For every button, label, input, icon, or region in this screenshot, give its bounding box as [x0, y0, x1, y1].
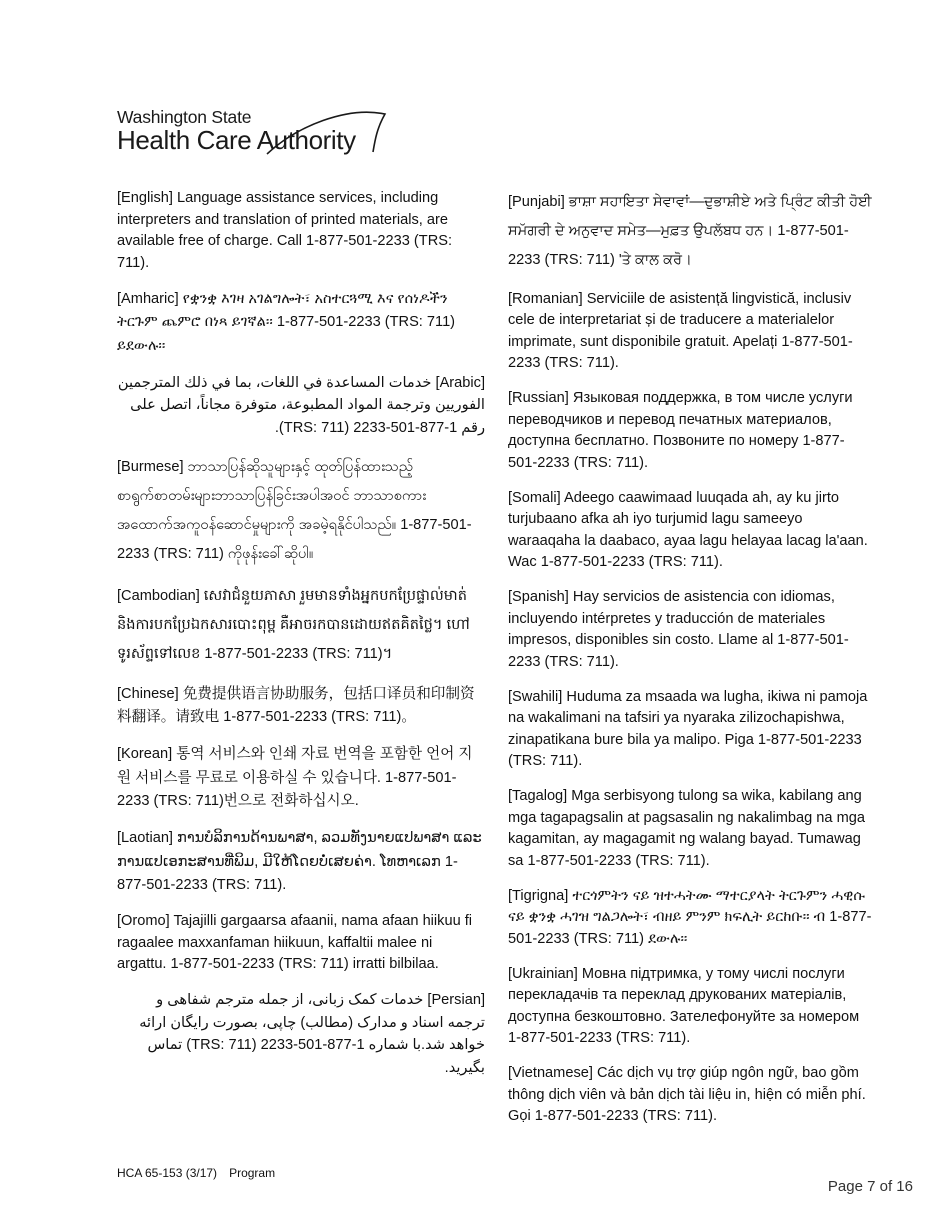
notice-arabic: [Arabic] خدمات المساعدة في اللغات، بما في ذلك المترجمين الفوريين وترجمة المواد المطبوعة، متوفرة مجاناً، اتصل على رقم 1-877-501-2233 (TRS: 711).	[117, 374, 485, 436]
notice-persian: [Persian] خدمات کمک زبانی، از جمله مترجم شفاهی و ترجمه اسناد و مدارک (مطالب) چاپی، بصورت رایگان ارائه خواهد شد.با شماره 1-877-501-2233 (TRS: 711) تماس بگیرید.	[139, 992, 485, 1076]
logo-line-1: Washington State	[117, 107, 252, 127]
notice-korean: [Korean] 통역 서비스와 인쇄 자료 번역을 포함한 언어 지원 서비스를 무료로 이용하실 수 있습니다. 1-877-501-2233 (TRS: 711)번으로 전화하십시오.	[117, 746, 473, 809]
program-label: Program	[229, 1166, 276, 1180]
page-number: Page 7 of 16	[827, 1178, 913, 1195]
hca-logo	[117, 108, 397, 158]
notice-laotian: [Laotian] ການບໍລິການດ້ານພາສາ, ລວມທັງນາຍແປພາສາ ແລະ ການແປເອກະສານທີ່ພິມ, ມີໃຫ້ໂດຍບໍ່ເສຍຄ່າ. ໂທຫາເລກ 1-877-501-2233 (TRS: 711).	[117, 830, 482, 893]
notice-tigrigna: [Tigrigna] ተርጎምትን ናይ ዝተሓትሙ ማተርያላት ትርጉምን ሓዊሱ ናይ ቋንቋ ሓገዝ ግልጋሎት፣ ብዘይ ምንም ክፍሊት ይርከቡ፡፡ ብ 1-877-501-2233 (TRS: 711) ደውሉ፡፡	[508, 887, 872, 947]
left-column	[117, 188, 485, 1093]
notice-ukrainian: [Ukrainian] Мовна підтримка, у тому числі послуги перекладачів та переклад друкованих матеріалів, доступна безкоштовно. Зателефонуйте за номером 1-877-501-2233 (TRS: 711).	[508, 965, 860, 1046]
footer-form-info	[117, 1166, 275, 1180]
notice-russian: [Russian] Языковая поддержка, в том числе услуги переводчиков и перевод печатных материалов, доступна бесплатно. Позвоните по номеру 1-877-501-2233 (TRS: 711).	[508, 390, 853, 471]
notice-vietnamese: [Vietnamese] Các dịch vụ trợ giúp ngôn ngữ, bao gồm thông dịch viên và bản dịch tài liệu in, hiện có miễn phí. Gọi 1-877-501-2233 (TRS: 711).	[508, 1065, 866, 1124]
logo-swoosh-icon	[257, 108, 397, 158]
notice-spanish: [Spanish] Hay servicios de asistencia con idiomas, incluyendo intérpretes y traducción de materiales impresos, disponibles sin costo. Llame al 1-877-501-2233 (TRS: 711).	[508, 589, 849, 670]
notice-english: [English] Language assistance services, including interpreters and translation of printed materials, are available free of charge. Call 1-877-501-2233 (TRS: 711).	[117, 190, 453, 271]
notice-amharic: [Amharic] የቋንቋ እገዛ አገልግሎት፣ አስተርጓሚ እና የሰነዶችን ትርጉም ጨምሮ በነጻ ይገኛል፡፡ 1-877-501-2233 (TRS: 711) ይደውሉ፡፡	[117, 290, 456, 354]
notice-cambodian: [Cambodian] សេវាជំនួយភាសា រួមមានទាំងអ្នកបកប្រែផ្ទាល់មាត់ និងការបកប្រែឯកសារបោះពុម្ព គឺអាចរកបានដោយឥតគិតថ្លៃ។ ហៅទូរស័ព្ទទៅលេខ 1-877-501-2233 (TRS: 711)។	[117, 588, 470, 662]
logo-line-2: Health Care Authority	[117, 125, 356, 155]
notice-tagalog: [Tagalog] Mga serbisyong tulong sa wika, kabilang ang mga tagapagsalin at pagsasalin ng nakalimbag na mga kagamitan, ay magagamit ng walang bayad. Tumawag sa 1-877-501-2233 (TRS: 711).	[508, 788, 865, 869]
form-number: HCA 65-153 (3/17)	[117, 1166, 218, 1180]
notice-burmese: [Burmese] ဘာသာပြန်ဆိုသူများနှင့် ထုတ်ပြန်ထားသည့် စာရွက်စာတမ်းများဘာသာပြန်ခြင်းအပါအဝင် ဘာသာစကားအထောက်အကူဝန်ဆောင်မှုများကို အခမဲ့ရနိုင်ပါသည်။ 1-877-501-2233 (TRS: 711) ကိုဖုန်းခေါ်ဆိုပါ။	[117, 458, 472, 562]
right-column	[508, 188, 873, 1141]
notice-punjabi: [Punjabi] ਭਾਸ਼ਾ ਸਹਾਇਤਾ ਸੇਵਾਵਾਂ—ਦੁਭਾਸ਼ੀਏ ਅਤੇ ਪ੍ਰਿੰਟ ਕੀਤੀ ਹੋਈ ਸਮੱਗਰੀ ਦੇ ਅਨੁਵਾਦ ਸਮੇਤ—ਮੁਫ਼ਤ ਉਪਲੱਬਧ ਹਨ। 1-877-501-2233 (TRS: 711) 'ਤੇ ਕਾਲ ਕਰੋ।	[508, 194, 872, 268]
notice-oromo: [Oromo] Tajajilli gargaarsa afaanii, nama afaan hiikuu fi ragaalee maxxanfaman hiikuun, kaffaltii malee ni argattu. 1-877-501-2233 (TRS: 711) irratti bilbilaa.	[117, 913, 473, 972]
notice-swahili: [Swahili] Huduma za msaada wa lugha, ikiwa ni pamoja na wakalimani na tafsiri ya nyaraka zilizochapishwa, zinapatikana bure bila ya malipo. Piga 1-877-501-2233 (TRS: 711).	[508, 688, 868, 769]
notice-somali: [Somali] Adeego caawimaad luuqada ah, ay ku jirto turjubaano afka ah iyo turjumid lagu sameeyo waraaqaha la daabaco, ayaa lagu helayaa lacag la'aan. Wac 1-877-501-2233 (TRS: 711).	[508, 489, 868, 570]
notice-chinese: [Chinese] 免费提供语言协助服务，包括口译员和印制资料翻译。请致电 1-877-501-2233 (TRS: 711)。	[117, 685, 475, 725]
notice-romanian: [Romanian] Serviciile de asistență lingvistică, inclusiv cele de interpretariat și de traducere a materialelor imprimate, sunt disponibile gratuit. Apelați 1-877-501-2233 (TRS: 711).	[508, 290, 853, 371]
